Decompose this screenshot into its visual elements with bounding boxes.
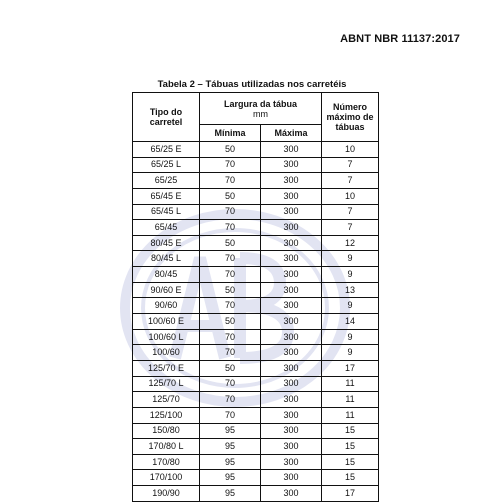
cell-numero: 11 bbox=[322, 376, 379, 392]
cell-numero: 7 bbox=[322, 220, 379, 236]
header-tipo: Tipo do carretel bbox=[133, 93, 200, 142]
cell-numero: 9 bbox=[322, 251, 379, 267]
cell-numero: 11 bbox=[322, 392, 379, 408]
cell-numero: 10 bbox=[322, 188, 379, 204]
table-row bbox=[133, 314, 379, 330]
cell-numero: 10 bbox=[322, 142, 379, 158]
cell-maxima: 300 bbox=[261, 267, 322, 283]
cell-minima: 50 bbox=[200, 314, 261, 330]
table-row bbox=[133, 439, 379, 455]
cell-maxima: 300 bbox=[261, 220, 322, 236]
cell-numero: 7 bbox=[322, 157, 379, 173]
cell-maxima: 300 bbox=[261, 251, 322, 267]
cell-tipo: 65/25 bbox=[133, 173, 200, 189]
table-row bbox=[133, 188, 379, 204]
cell-numero: 15 bbox=[322, 470, 379, 486]
cell-minima: 70 bbox=[200, 157, 261, 173]
cell-maxima: 300 bbox=[261, 282, 322, 298]
table-row bbox=[133, 360, 379, 376]
cell-minima: 70 bbox=[200, 251, 261, 267]
cell-minima: 50 bbox=[200, 142, 261, 158]
cell-maxima: 300 bbox=[261, 157, 322, 173]
cell-numero: 14 bbox=[322, 314, 379, 330]
cell-maxima: 300 bbox=[261, 392, 322, 408]
cell-maxima: 300 bbox=[261, 173, 322, 189]
table-row bbox=[133, 251, 379, 267]
table-row bbox=[133, 329, 379, 345]
table-row bbox=[133, 282, 379, 298]
table-row bbox=[133, 470, 379, 486]
table-row bbox=[133, 204, 379, 220]
cell-minima: 95 bbox=[200, 454, 261, 470]
table-row bbox=[133, 345, 379, 361]
cell-tipo: 125/70 L bbox=[133, 376, 200, 392]
cell-minima: 95 bbox=[200, 423, 261, 439]
cell-minima: 70 bbox=[200, 407, 261, 423]
table-row bbox=[133, 142, 379, 158]
cell-tipo: 65/25 L bbox=[133, 157, 200, 173]
cell-tipo: 150/80 bbox=[133, 423, 200, 439]
cell-minima: 70 bbox=[200, 220, 261, 236]
cell-maxima: 300 bbox=[261, 345, 322, 361]
table-row bbox=[133, 157, 379, 173]
cell-numero: 9 bbox=[322, 345, 379, 361]
cell-minima: 70 bbox=[200, 345, 261, 361]
cell-numero: 7 bbox=[322, 173, 379, 189]
cell-minima: 70 bbox=[200, 376, 261, 392]
cell-tipo: 65/45 E bbox=[133, 188, 200, 204]
cell-tipo: 125/70 bbox=[133, 392, 200, 408]
table-body bbox=[133, 142, 379, 502]
cell-numero: 13 bbox=[322, 282, 379, 298]
cell-numero: 7 bbox=[322, 204, 379, 220]
table-row bbox=[133, 423, 379, 439]
cell-maxima: 300 bbox=[261, 188, 322, 204]
cell-maxima: 300 bbox=[261, 329, 322, 345]
cell-minima: 70 bbox=[200, 267, 261, 283]
table-row bbox=[133, 267, 379, 283]
header-minima: Mínima bbox=[200, 125, 261, 142]
cell-tipo: 65/45 L bbox=[133, 204, 200, 220]
cell-maxima: 300 bbox=[261, 454, 322, 470]
cell-maxima: 300 bbox=[261, 486, 322, 502]
cell-tipo: 100/60 bbox=[133, 345, 200, 361]
header-largura-label: Largura da tábua bbox=[223, 98, 297, 109]
cell-numero: 15 bbox=[322, 454, 379, 470]
cell-maxima: 300 bbox=[261, 470, 322, 486]
cell-minima: 95 bbox=[200, 486, 261, 502]
cell-numero: 9 bbox=[322, 329, 379, 345]
table-row bbox=[133, 376, 379, 392]
cell-maxima: 300 bbox=[261, 407, 322, 423]
table-row bbox=[133, 220, 379, 236]
header-numero: Número máximo de tábuas bbox=[322, 93, 379, 142]
cell-tipo: 80/45 E bbox=[133, 235, 200, 251]
table-row bbox=[133, 486, 379, 502]
table-row bbox=[133, 235, 379, 251]
cell-minima: 70 bbox=[200, 173, 261, 189]
header-maxima: Máxima bbox=[261, 125, 322, 142]
cell-maxima: 300 bbox=[261, 235, 322, 251]
cell-tipo: 65/25 E bbox=[133, 142, 200, 158]
cell-tipo: 100/60 E bbox=[133, 314, 200, 330]
cell-tipo: 190/90 bbox=[133, 486, 200, 502]
cell-minima: 70 bbox=[200, 329, 261, 345]
cell-minima: 50 bbox=[200, 235, 261, 251]
table-row bbox=[133, 407, 379, 423]
cell-minima: 50 bbox=[200, 360, 261, 376]
cell-numero: 15 bbox=[322, 423, 379, 439]
cell-minima: 50 bbox=[200, 282, 261, 298]
cell-minima: 70 bbox=[200, 204, 261, 220]
cell-tipo: 170/100 bbox=[133, 470, 200, 486]
cell-minima: 70 bbox=[200, 392, 261, 408]
cell-tipo: 90/60 bbox=[133, 298, 200, 314]
cell-maxima: 300 bbox=[261, 376, 322, 392]
cell-tipo: 80/45 bbox=[133, 267, 200, 283]
cell-maxima: 300 bbox=[261, 142, 322, 158]
header-largura-unit: mm bbox=[253, 108, 268, 119]
cell-tipo: 65/45 bbox=[133, 220, 200, 236]
cell-tipo: 170/80 L bbox=[133, 439, 200, 455]
table-row bbox=[133, 454, 379, 470]
cell-maxima: 300 bbox=[261, 298, 322, 314]
cell-minima: 70 bbox=[200, 298, 261, 314]
cell-maxima: 300 bbox=[261, 314, 322, 330]
cell-numero: 12 bbox=[322, 235, 379, 251]
cell-maxima: 300 bbox=[261, 439, 322, 455]
header-largura bbox=[200, 93, 322, 125]
cell-numero: 17 bbox=[322, 486, 379, 502]
cell-maxima: 300 bbox=[261, 204, 322, 220]
cell-numero: 15 bbox=[322, 439, 379, 455]
cell-numero: 9 bbox=[322, 298, 379, 314]
cell-maxima: 300 bbox=[261, 360, 322, 376]
cell-tipo: 80/45 L bbox=[133, 251, 200, 267]
cell-numero: 11 bbox=[322, 407, 379, 423]
cell-tipo: 125/100 bbox=[133, 407, 200, 423]
boards-table bbox=[132, 92, 379, 502]
cell-numero: 17 bbox=[322, 360, 379, 376]
cell-tipo: 170/80 bbox=[133, 454, 200, 470]
table-row bbox=[133, 298, 379, 314]
table-row bbox=[133, 392, 379, 408]
cell-numero: 9 bbox=[322, 267, 379, 283]
cell-minima: 95 bbox=[200, 439, 261, 455]
cell-minima: 95 bbox=[200, 470, 261, 486]
standard-id: ABNT NBR 11137:2017 bbox=[340, 33, 460, 45]
cell-tipo: 125/70 E bbox=[133, 360, 200, 376]
table-row bbox=[133, 173, 379, 189]
cell-minima: 50 bbox=[200, 188, 261, 204]
cell-maxima: 300 bbox=[261, 423, 322, 439]
cell-tipo: 90/60 E bbox=[133, 282, 200, 298]
table-caption: Tabela 2 – Tábuas utilizadas nos carretéis bbox=[157, 79, 347, 90]
cell-tipo: 100/60 L bbox=[133, 329, 200, 345]
